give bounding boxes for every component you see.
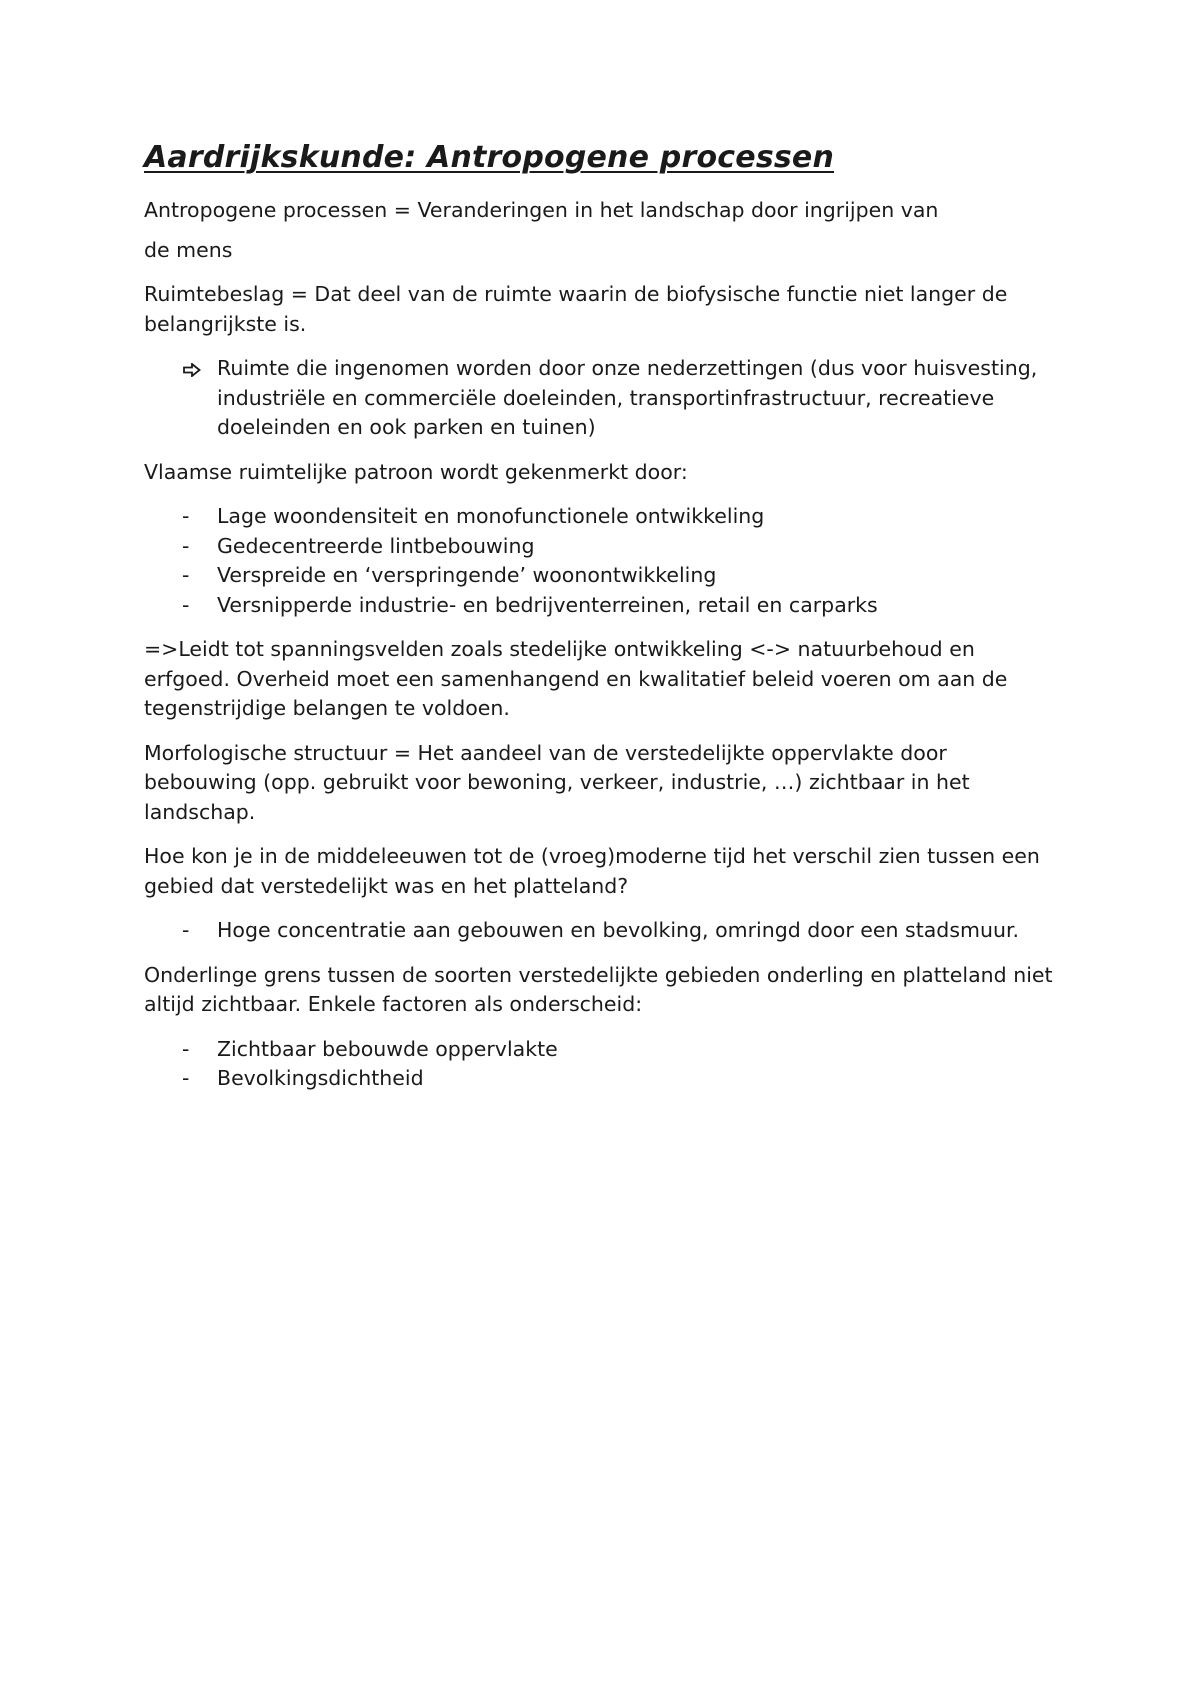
list-item-text: Gedecentreerde lintbebouwing <box>217 533 535 558</box>
paragraph-spanningsvelden: =>Leidt tot spanningsvelden zoals stedelijke ontwikkeling <-> natuurbehoud en erfgoed. Overheid moet een samenhangend en kwalitatief beleid voeren om aan de tegenstrijdige belangen te voldoen. <box>144 637 1008 720</box>
arrow-list <box>144 354 1064 443</box>
list-item <box>144 591 1064 621</box>
paragraph-line: Antropogene processen = Veranderingen in het landschap door ingrijpen van <box>144 198 939 222</box>
list-item-text: Ruimte die ingenomen worden door onze nederzettingen (dus voor huisvesting, industriële en commerciële doeleinden, transportinfrastructuur, recreatieve doeleinden en ook parken en tuinen) <box>217 356 1038 439</box>
definition-antropogene-processen-continued <box>144 236 1064 266</box>
list-item-text: Bevolkingsdichtheid <box>217 1066 424 1090</box>
list-item <box>144 561 1064 591</box>
dash-bullet: - <box>182 592 190 617</box>
list-item <box>144 1035 1064 1065</box>
page-title: Aardrijkskunde: Antropogene processen <box>144 140 835 175</box>
list-item <box>144 1064 1064 1094</box>
dash-bullet: - <box>182 1036 190 1061</box>
factors-list <box>144 1035 1064 1094</box>
list-item-text: Zichtbaar bebouwde oppervlakte <box>217 1036 558 1061</box>
dash-bullet: - <box>182 533 190 558</box>
document-page <box>144 140 1064 1109</box>
list-item-text: Lage woondensiteit en monofunctionele ontwikkeling <box>217 504 765 528</box>
question-paragraph: Hoe kon je in de middeleeuwen tot de (vroeg)moderne tijd het verschil zien tussen een gebied dat verstedelijkt was en het platteland? <box>144 844 1040 898</box>
paragraph-line: de mens <box>144 237 233 262</box>
list-item <box>144 532 1064 562</box>
definition-antropogene-processen <box>144 196 1064 226</box>
list-item-text: Versnipperde industrie- en bedrijventerreinen, retail en carparks <box>217 592 878 617</box>
definition-ruimtebeslag: Ruimtebeslag = Dat deel van de ruimte waarin de biofysische functie niet langer de belangrijkste is. <box>144 282 1008 336</box>
dash-bullet: - <box>182 504 190 528</box>
dash-bullet: - <box>182 918 190 942</box>
list-item <box>144 916 1064 946</box>
dash-bullet: - <box>182 563 190 587</box>
paragraph-vlaamse-patroon: Vlaamse ruimtelijke patroon wordt gekenmerkt door: <box>144 459 688 484</box>
characteristics-list <box>144 502 1064 620</box>
list-item-text: Hoge concentratie aan gebouwen en bevolking, omringd door een stadsmuur. <box>217 918 1020 942</box>
list-item-text: Verspreide en ‘verspringende’ woonontwikkeling <box>217 563 717 587</box>
answer-list <box>144 916 1064 946</box>
list-item <box>144 502 1064 532</box>
paragraph-onderlinge-grens: Onderlinge grens tussen de soorten verstedelijkte gebieden onderling en platteland niet altijd zichtbaar. Enkele factoren als onderscheid: <box>144 962 1053 1016</box>
list-item <box>144 354 1064 443</box>
dash-bullet: - <box>182 1066 190 1090</box>
definition-morfologische-structuur: Morfologische structuur = Het aandeel van de verstedelijkte oppervlakte door bebouwing (opp. gebruikt voor bewoning, verkeer, industrie, …) zichtbaar in het landschap. <box>144 740 970 824</box>
